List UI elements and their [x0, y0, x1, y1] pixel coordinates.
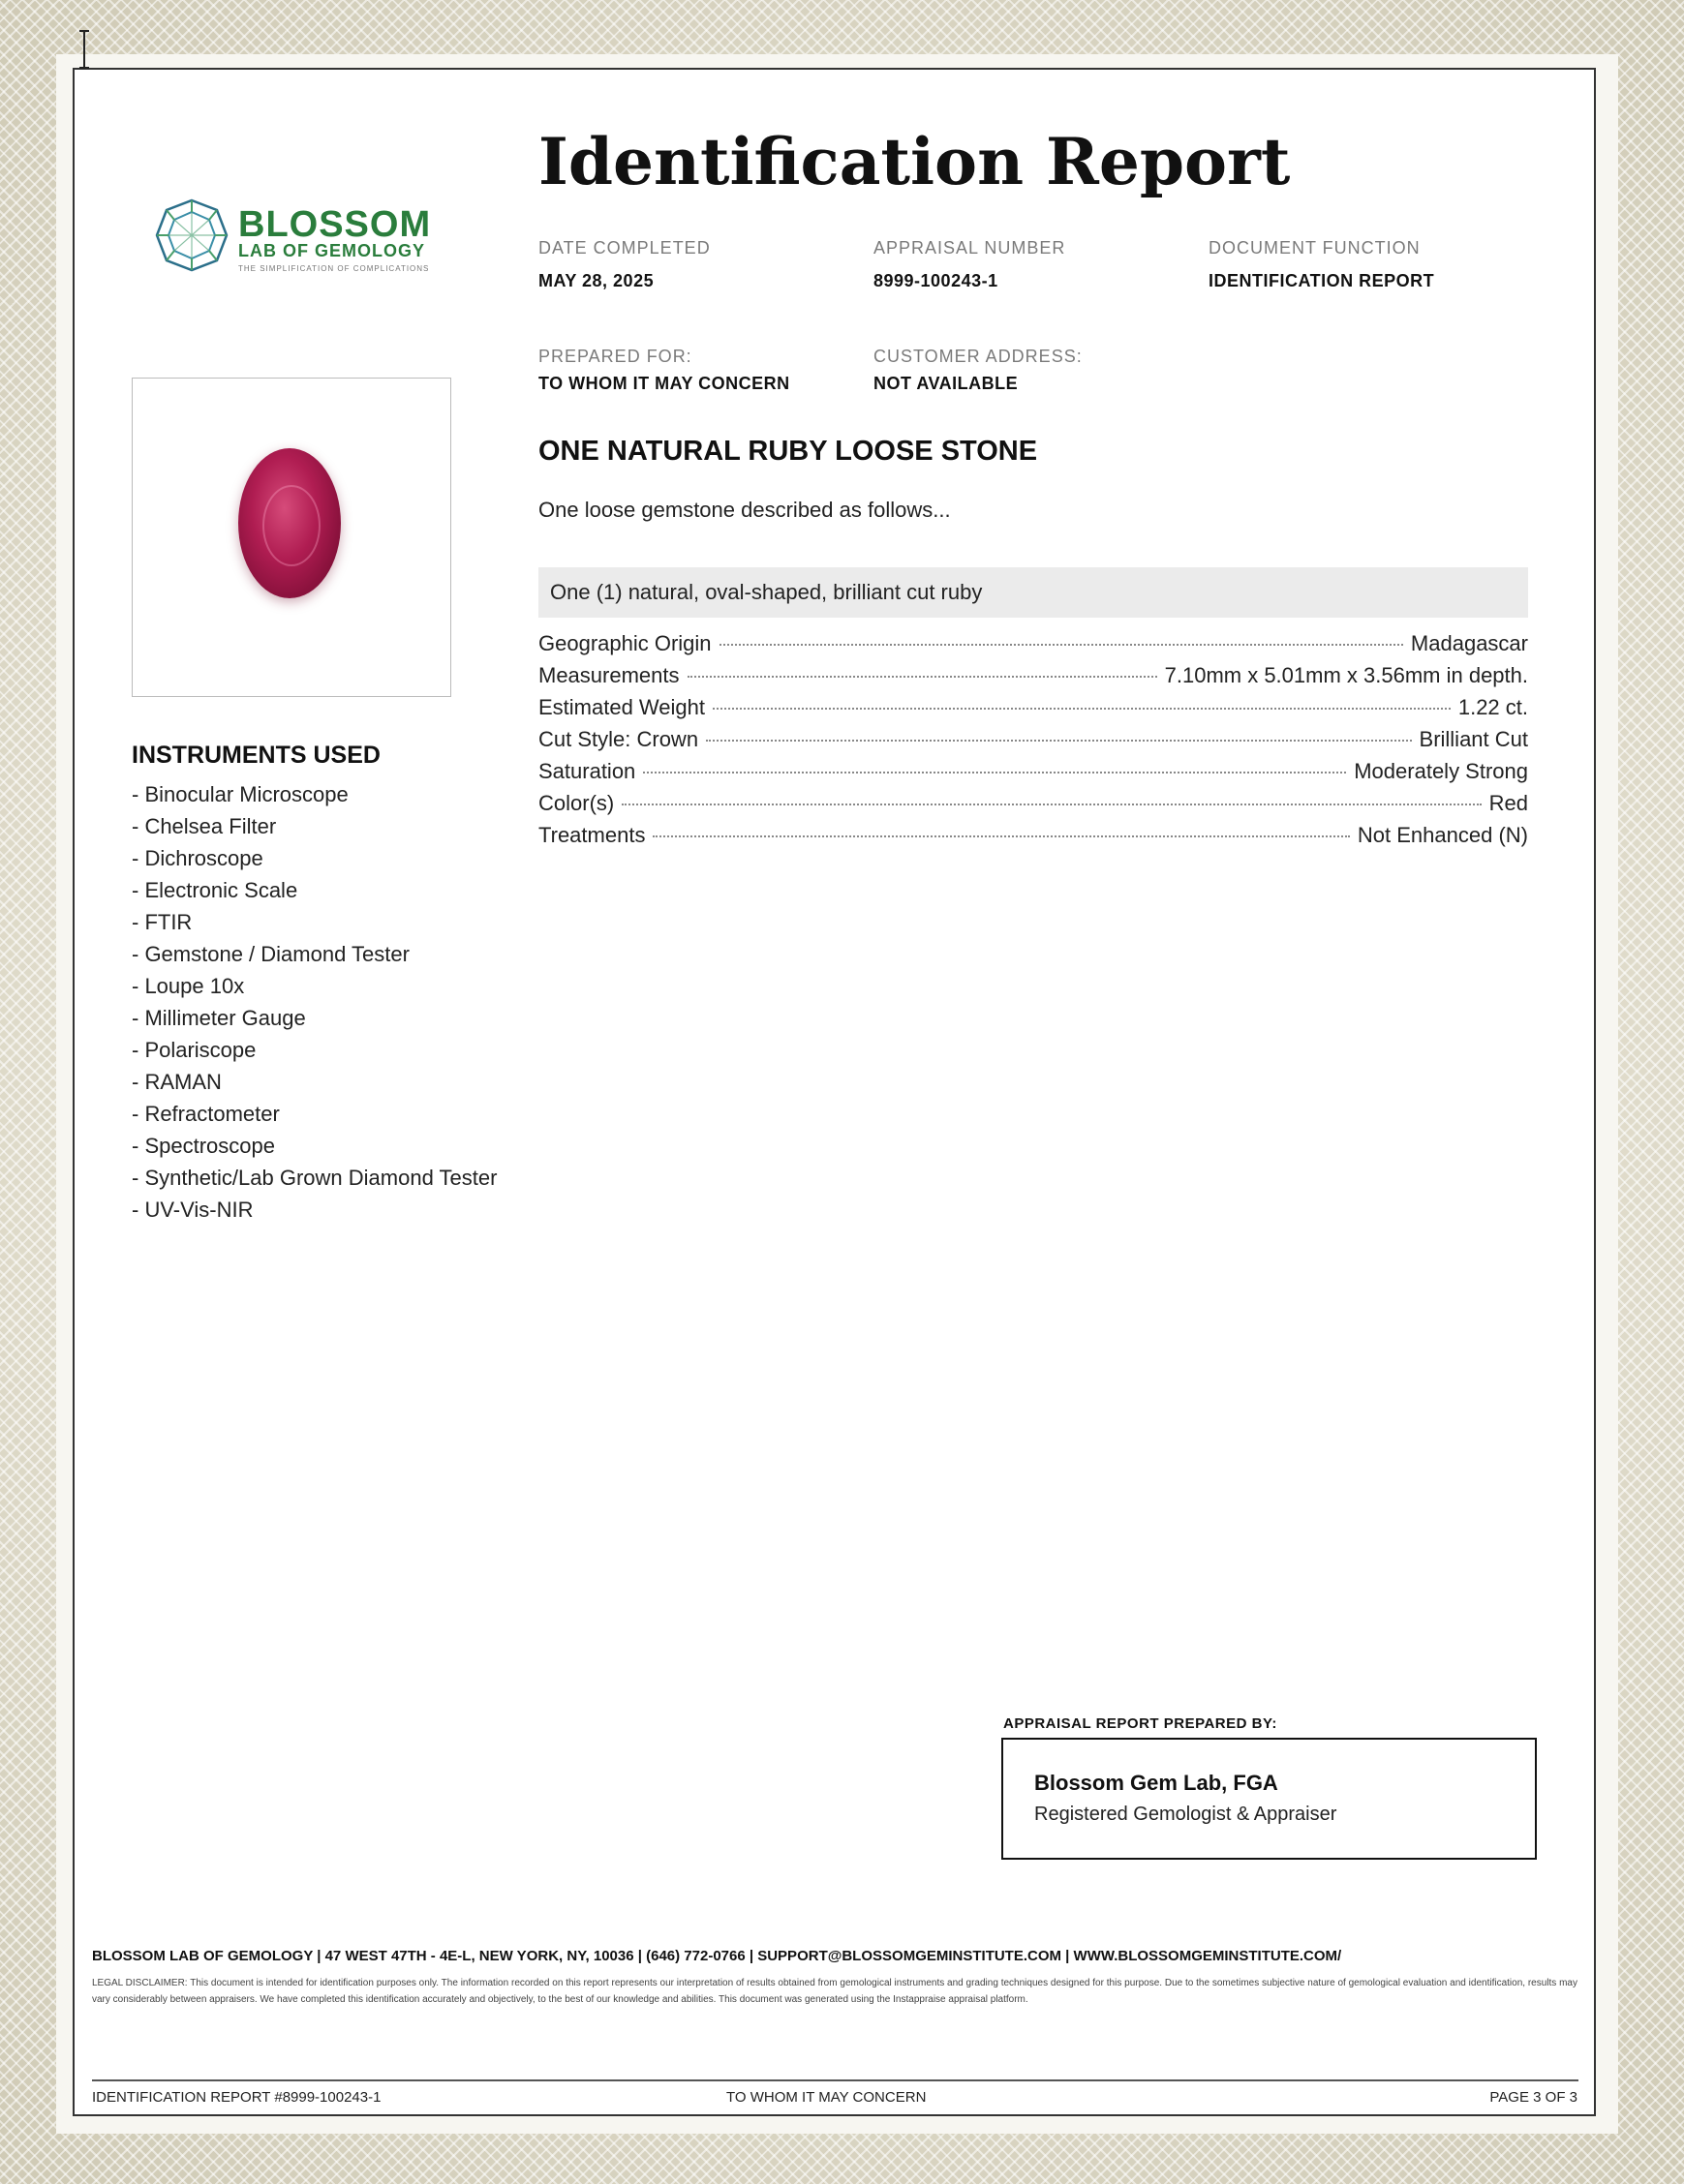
instrument-item: - Polariscope	[132, 1038, 257, 1062]
stone-image-frame	[132, 378, 451, 697]
spec-value: Red	[1488, 791, 1528, 815]
legal-disclaimer: LEGAL DISCLAIMER: This document is intended for identification purposes only. The information recorded on this report represents our interpretation of results obtained from gemological instruments and grading techniques designed for this purpose. Due to the sometimes subjective nature of gemological evaluation and identification, results may vary considerably between appraisers. We have completed this identification accurately and objectively, to the best of our knowledge and abilities. This document was generated using the Instappraise appraisal platform.	[92, 1978, 1577, 2005]
appraiser-role: Registered Gemologist & Appraiser	[1034, 1804, 1337, 1825]
footer-report-id: IDENTIFICATION REPORT #8999-100243-1	[92, 2089, 382, 2106]
report-title: Identification Report	[538, 124, 1291, 199]
spec-value: Moderately Strong	[1354, 759, 1528, 783]
customer-address-value: NOT AVAILABLE	[873, 374, 1019, 393]
brand-logo	[155, 198, 445, 286]
spec-row	[538, 695, 1528, 727]
logo-tagline: THE SIMPLIFICATION OF COMPLICATIONS	[238, 264, 430, 273]
date-label: DATE COMPLETED	[538, 238, 711, 258]
stone-description: One (1) natural, oval-shaped, brilliant cut ruby	[550, 580, 983, 604]
spec-leader	[622, 804, 1481, 805]
instrument-item: - FTIR	[132, 910, 193, 934]
spec-key: Estimated Weight	[538, 695, 706, 719]
spec-key: Geographic Origin	[538, 631, 712, 655]
spec-key: Cut Style: Crown	[538, 727, 699, 751]
ruby-facet-highlight	[262, 485, 321, 566]
instrument-item: - Synthetic/Lab Grown Diamond Tester	[132, 1166, 498, 1190]
text-cursor-icon	[77, 29, 91, 70]
ruby-stone-image	[238, 448, 341, 598]
instrument-item: - UV-Vis-NIR	[132, 1198, 254, 1222]
prepared-for-label: PREPARED FOR:	[538, 347, 692, 366]
spec-value: 7.10mm x 5.01mm x 3.56mm in depth.	[1164, 663, 1528, 687]
instrument-item: - Spectroscope	[132, 1134, 275, 1158]
document-function-label: DOCUMENT FUNCTION	[1209, 238, 1421, 258]
spec-leader	[653, 835, 1349, 837]
specs-table	[538, 631, 1528, 855]
spec-leader	[706, 740, 1411, 742]
logo-subtitle: LAB OF GEMOLOGY	[238, 241, 425, 260]
spec-row	[538, 791, 1528, 823]
spec-key: Measurements	[538, 663, 680, 687]
spec-value: 1.22 ct.	[1457, 695, 1528, 719]
document-function-value: IDENTIFICATION REPORT	[1209, 271, 1435, 290]
footer-recipient: TO WHOM IT MAY CONCERN	[726, 2089, 927, 2106]
customer-address-label: CUSTOMER ADDRESS:	[873, 347, 1083, 366]
instrument-item: - Binocular Microscope	[132, 782, 349, 806]
spec-leader	[720, 644, 1403, 646]
appraiser-name: Blossom Gem Lab, FGA	[1034, 1771, 1278, 1795]
instruments-list	[132, 778, 497, 1226]
instrument-item: - RAMAN	[132, 1070, 222, 1094]
spec-row	[538, 727, 1528, 759]
spec-leader	[688, 676, 1157, 678]
spec-value: Madagascar	[1410, 631, 1528, 655]
spec-leader	[713, 708, 1451, 710]
spec-row	[538, 663, 1528, 695]
spec-value: Not Enhanced (N)	[1357, 823, 1528, 847]
spec-key: Saturation	[538, 759, 636, 783]
instrument-item: - Refractometer	[132, 1102, 280, 1126]
instrument-item: - Gemstone / Diamond Tester	[132, 942, 410, 966]
date-value: MAY 28, 2025	[538, 271, 655, 290]
instrument-item: - Loupe 10x	[132, 974, 245, 998]
spec-key: Treatments	[538, 823, 646, 847]
appraisal-number-value: 8999-100243-1	[873, 271, 998, 290]
stone-heading: ONE NATURAL RUBY LOOSE STONE	[538, 436, 1038, 467]
footer-divider	[92, 2079, 1578, 2081]
appraiser-label: APPRAISAL REPORT PREPARED BY:	[1003, 1715, 1277, 1732]
appraiser-box	[1001, 1738, 1537, 1860]
instrument-item: - Electronic Scale	[132, 878, 298, 902]
spec-row	[538, 823, 1528, 855]
instruments-heading: INSTRUMENTS USED	[132, 742, 381, 769]
footer-page-number: PAGE 3 OF 3	[1489, 2089, 1577, 2106]
footer-contact: BLOSSOM LAB OF GEMOLOGY | 47 WEST 47TH - 4E-L, NEW YORK, NY, 10036 | (646) 772-0766 | SUPPORT@BLOSSOMGEMINSTITUTE.COM | WWW.BLOSSOMGEMINSTITUTE.COM/	[92, 1948, 1342, 1964]
spec-row	[538, 759, 1528, 791]
logo-name: BLOSSOM	[238, 204, 432, 245]
spec-row	[538, 631, 1528, 663]
instrument-item: - Chelsea Filter	[132, 814, 277, 838]
stone-intro: One loose gemstone described as follows...	[538, 498, 951, 522]
stone-description-bar	[538, 567, 1528, 618]
spec-value: Brilliant Cut	[1419, 727, 1528, 751]
prepared-for-value: TO WHOM IT MAY CONCERN	[538, 374, 790, 393]
instrument-item: - Dichroscope	[132, 846, 263, 870]
instrument-item: - Millimeter Gauge	[132, 1006, 306, 1030]
appraisal-number-label: APPRAISAL NUMBER	[873, 238, 1066, 258]
spec-leader	[643, 772, 1346, 774]
gem-outline-icon	[155, 198, 229, 272]
spec-key: Color(s)	[538, 791, 615, 815]
